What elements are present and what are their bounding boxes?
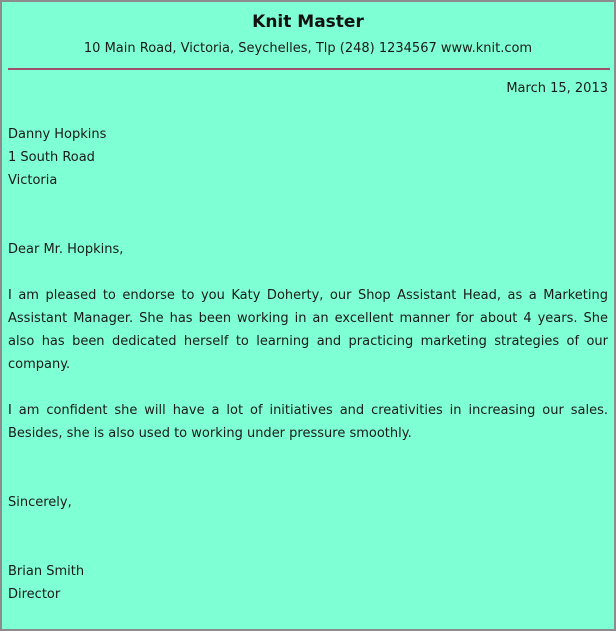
recipient-block: [8, 123, 608, 192]
body-paragraph-2: I am confident she will have a lot of initiatives and creativities in increasing our sales. Besides, she is also used to working under pressure smoothly.: [8, 403, 608, 441]
recipient-name: Danny Hopkins: [8, 127, 107, 142]
sender-name: Brian Smith: [8, 564, 85, 579]
company-address: 10 Main Road, Victoria, Seychelles, Tlp (248) 1234567 www.knit.com: [83, 41, 533, 56]
recipient-city: Victoria: [8, 173, 58, 188]
company-name: Knit Master: [252, 12, 364, 32]
letter-date: March 15, 2013: [506, 81, 608, 96]
recipient-street: 1 South Road: [8, 150, 95, 165]
body-paragraph-1: I am pleased to endorse to you Katy Doherty, our Shop Assistant Head, as a Marketing Assistant Manager. She has been working in an excellent manner for about 4 years. She also has been dedicated herself to learning and practicing marketing strategies of our company.: [8, 288, 608, 372]
salutation: Dear Mr. Hopkins,: [8, 242, 124, 257]
closing: Sincerely,: [8, 495, 72, 510]
sender-title: Director: [8, 587, 61, 602]
signature-block: [8, 560, 608, 606]
header-divider: [8, 68, 610, 70]
